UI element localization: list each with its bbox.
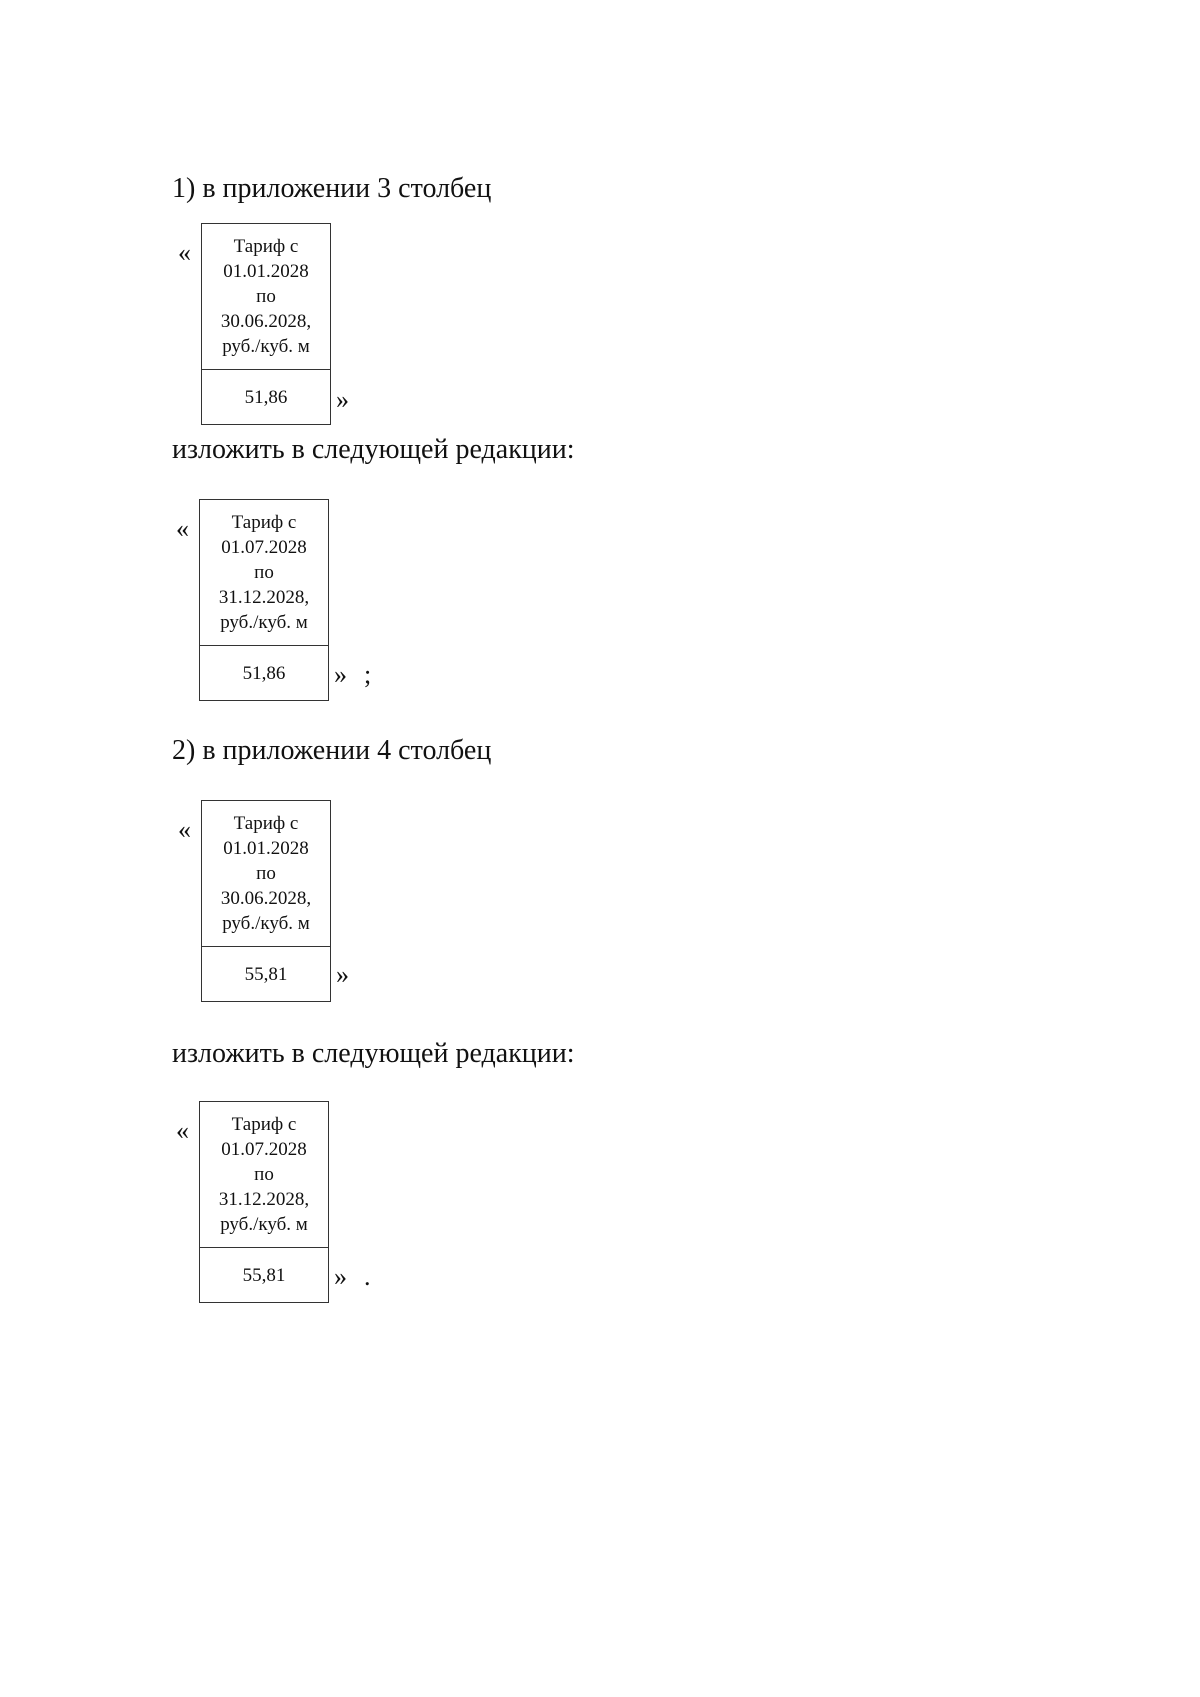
tariff-table-new-2 <box>199 1101 329 1303</box>
close-quote: » <box>336 385 349 414</box>
tariff-table-new-1 <box>199 499 329 701</box>
header-line: 01.01.2028 <box>223 838 309 859</box>
header-line: 01.07.2028 <box>221 1139 307 1160</box>
open-quote: « <box>178 238 191 267</box>
header-line: 30.06.2028, <box>220 888 312 909</box>
header-line: руб./куб. м <box>222 336 310 357</box>
section-1-middle: изложить в следующей редакции: <box>172 434 575 465</box>
punctuation-tail: . <box>364 1262 371 1291</box>
open-quote: « <box>176 1116 189 1145</box>
section-2-intro: 2) в приложении 4 столбец <box>172 735 492 766</box>
tariff-value-cell: 51,86 <box>202 370 331 425</box>
header-line: руб./куб. м <box>222 913 310 934</box>
header-line: Тариф с <box>231 1114 297 1135</box>
tariff-value-cell: 55,81 <box>202 947 331 1002</box>
header-line: руб./куб. м <box>220 1214 308 1235</box>
punctuation-tail: ; <box>364 660 372 689</box>
open-quote: « <box>178 815 191 844</box>
tariff-header-cell <box>200 500 329 646</box>
tariff-header-cell <box>202 224 331 370</box>
section-2-middle: изложить в следующей редакции: <box>172 1038 575 1069</box>
close-quote: » <box>334 1262 347 1291</box>
header-line: Тариф с <box>233 813 299 834</box>
header-line: руб./куб. м <box>220 612 308 633</box>
tariff-value-cell: 55,81 <box>200 1248 329 1303</box>
open-quote: « <box>176 514 189 543</box>
tariff-value-cell: 51,86 <box>200 646 329 701</box>
tariff-header-cell <box>202 801 331 947</box>
header-line: по <box>254 1164 274 1185</box>
header-line: по <box>254 562 274 583</box>
tariff-table-old-1 <box>201 223 331 425</box>
header-line: 01.07.2028 <box>221 537 307 558</box>
tariff-header-cell <box>200 1102 329 1248</box>
header-line: 01.01.2028 <box>223 261 309 282</box>
close-quote: » <box>334 660 347 689</box>
header-line: 31.12.2028, <box>218 587 310 608</box>
header-line: Тариф с <box>231 512 297 533</box>
header-line: по <box>256 286 276 307</box>
header-line: 30.06.2028, <box>220 311 312 332</box>
header-line: Тариф с <box>233 236 299 257</box>
section-1-intro: 1) в приложении 3 столбец <box>172 173 492 204</box>
header-line: по <box>256 863 276 884</box>
close-quote: » <box>336 960 349 989</box>
header-line: 31.12.2028, <box>218 1189 310 1210</box>
tariff-table-old-2 <box>201 800 331 1002</box>
